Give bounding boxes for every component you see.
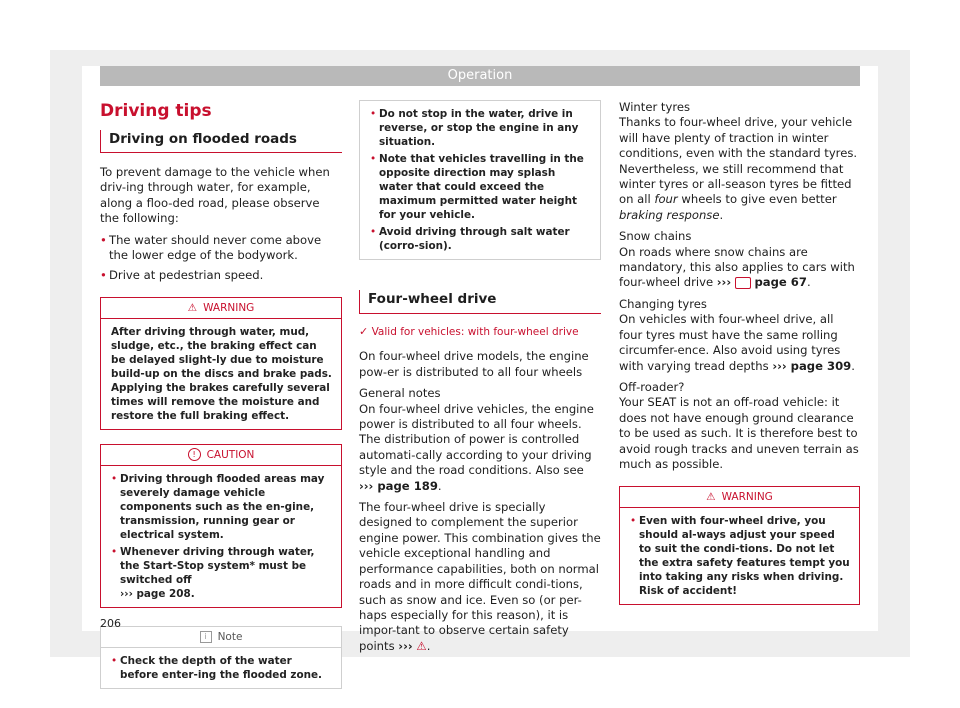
column-left bbox=[100, 100, 342, 689]
off-roader-heading: Off-roader? bbox=[619, 379, 685, 394]
caution-item: • Driving through flooded areas may severely damage vehicle components such as the en-gine, transmission, running gear or electrical system. bbox=[111, 472, 332, 542]
snow-text: On roads where snow chains are mandatory, this also applies to cars with four-wheel drive bbox=[619, 244, 855, 290]
caution-item bbox=[111, 545, 332, 601]
subtitle-wrap bbox=[101, 130, 342, 153]
section-header-bar: Operation bbox=[100, 66, 860, 86]
warning-label: WARNING bbox=[721, 491, 773, 504]
warning-box bbox=[100, 297, 342, 430]
winter-text: wheels to give even better bbox=[681, 192, 837, 207]
validity-text: Valid for vehicles: with four-wheel drive bbox=[371, 326, 579, 338]
warning-box bbox=[619, 486, 860, 605]
warning-box-header bbox=[620, 487, 859, 508]
changing-tyres-paragraph bbox=[619, 312, 860, 374]
winter-tyres-paragraph bbox=[619, 115, 860, 223]
warning-ref-link[interactable]: ››› bbox=[398, 638, 413, 653]
general-notes-text: On four-wheel drive vehicles, the engine power is distributed to all four wheels. The distribution of power is controlled automati-cally according to your driving style and the road conditions. Also see bbox=[359, 401, 594, 478]
sentence-end: . bbox=[806, 275, 811, 290]
page-title: Driving tips bbox=[100, 101, 212, 121]
water-warning-continued-box bbox=[359, 100, 601, 260]
off-roader-paragraph: Your SEAT is not an off-road vehicle: it does not have enough ground clearance to be used as such. It is therefore best to avoid rough tracks and uneven terrain as much as possible. bbox=[619, 395, 859, 471]
note-box-header bbox=[101, 627, 341, 648]
subtitle-row bbox=[100, 130, 342, 153]
column-middle bbox=[359, 100, 601, 654]
note-body bbox=[101, 648, 341, 688]
book-icon bbox=[735, 277, 751, 289]
caution-item-end: . bbox=[190, 587, 195, 600]
winter-text: Thanks to four-wheel drive, your vehicle will have plenty of traction in winter conditions, even with the standard tyres. Nevertheless, we still recommend that winter tyres or all-season tyres be fitted on all bbox=[619, 115, 858, 207]
validity-line bbox=[359, 324, 601, 340]
summary-paragraph: On four-wheel drive models, the engine pow-er is distributed to all four wheels bbox=[359, 349, 589, 379]
note-box bbox=[100, 626, 342, 689]
general-notes-heading: General notes bbox=[359, 386, 441, 401]
snow-chains-paragraph bbox=[619, 245, 860, 291]
caution-circle-icon: ! bbox=[188, 448, 201, 461]
list-item: • The water should never come above the lower edge of the bodywork. bbox=[100, 233, 342, 264]
note-label: Note bbox=[217, 630, 243, 643]
info-icon: i bbox=[200, 631, 212, 643]
caution-label: CAUTION bbox=[206, 448, 255, 461]
continued-item: • Note that vehicles travelling in the opposite direction may splash water that could exceed the maximum permitted water height for your vehicle. bbox=[370, 152, 591, 222]
note-item: • Check the depth of the water before enter-ing the flooded zone. bbox=[111, 654, 332, 682]
warning-text: After driving through water, mud, sludge, etc., the braking effect can be delayed slight-ly due to moisture build-up on the discs and brake pads. Applying the brakes carefully several times will remove the moisture and restore the full braking effect. bbox=[111, 325, 332, 422]
sentence-end: . bbox=[437, 478, 442, 493]
design-paragraph bbox=[359, 500, 601, 654]
warning-item: • Even with four-wheel drive, you should al-ways adjust your speed to suit the condi-tions. Do not let the extra safety features tempt you into taking any risks when driving. Risk of accident! bbox=[630, 514, 850, 598]
continued-box-body bbox=[360, 101, 600, 259]
sentence-end: . bbox=[426, 638, 431, 653]
sentence-end: . bbox=[851, 358, 855, 373]
checkmark-icon: ✓ bbox=[359, 325, 369, 338]
changing-text: On vehicles with four-wheel drive, all four tyres must have the same rolling circumfer-ence. Also avoid using tyres with varying tread depths bbox=[619, 312, 841, 373]
section-title-wrap bbox=[360, 290, 601, 314]
section-title: Four-wheel drive bbox=[368, 291, 497, 307]
caution-item-text: Whenever driving through water, the Start-Stop system* must be switched off bbox=[120, 545, 315, 586]
page-ref-link[interactable]: ››› page 309 bbox=[772, 358, 852, 373]
list-item: • Drive at pedestrian speed. bbox=[100, 268, 342, 283]
sentence-end: . bbox=[719, 207, 724, 222]
changing-tyres-heading: Changing tyres bbox=[619, 296, 707, 311]
winter-tyres-heading: Winter tyres bbox=[619, 100, 691, 114]
caution-box-header bbox=[101, 445, 341, 466]
column-right bbox=[619, 100, 860, 605]
caution-body bbox=[101, 466, 341, 607]
warning-body bbox=[620, 508, 859, 604]
intro-paragraph: To prevent damage to the vehicle when driv-ing through water, for example, along a floo-ded road, please observe the following: bbox=[100, 165, 330, 226]
warning-triangle-icon: ⚠ bbox=[187, 301, 198, 314]
caution-box bbox=[100, 444, 342, 608]
page-number: 206 bbox=[100, 617, 121, 630]
warning-triangle-icon: ⚠ bbox=[416, 638, 427, 653]
page-ref-arrow: ››› bbox=[716, 275, 732, 290]
snow-chains-heading: Snow chains bbox=[619, 229, 692, 244]
page-ref-link[interactable]: ››› page 189 bbox=[359, 478, 438, 493]
page-ref-link[interactable]: page 67 bbox=[754, 275, 807, 290]
design-text: The four-wheel drive is specially designed to complement the superior engine power. This combination gives the vehicle exceptional handling and performance capabilities, both on normal roads and in more difficult condi-tions, such as snow and ice. Even so (or per-haps especially for this reason), it is impor-tant to observe certain safety points bbox=[359, 500, 601, 653]
continued-item: • Do not stop in the water, drive in reverse, or stop the engine in any situation. bbox=[370, 107, 591, 149]
winter-emphasis: four bbox=[654, 192, 678, 207]
general-notes-paragraph bbox=[359, 402, 601, 494]
page-ref-link[interactable]: ››› page 208 bbox=[120, 587, 191, 600]
warning-label: WARNING bbox=[203, 301, 255, 314]
continued-item: • Avoid driving through salt water (corro-sion). bbox=[370, 225, 591, 253]
warning-triangle-icon: ⚠ bbox=[706, 491, 716, 504]
warning-box-header bbox=[101, 298, 341, 319]
section-title-row bbox=[359, 290, 601, 314]
winter-emphasis: braking response bbox=[619, 207, 720, 222]
page-subtitle: Driving on flooded roads bbox=[109, 131, 297, 147]
